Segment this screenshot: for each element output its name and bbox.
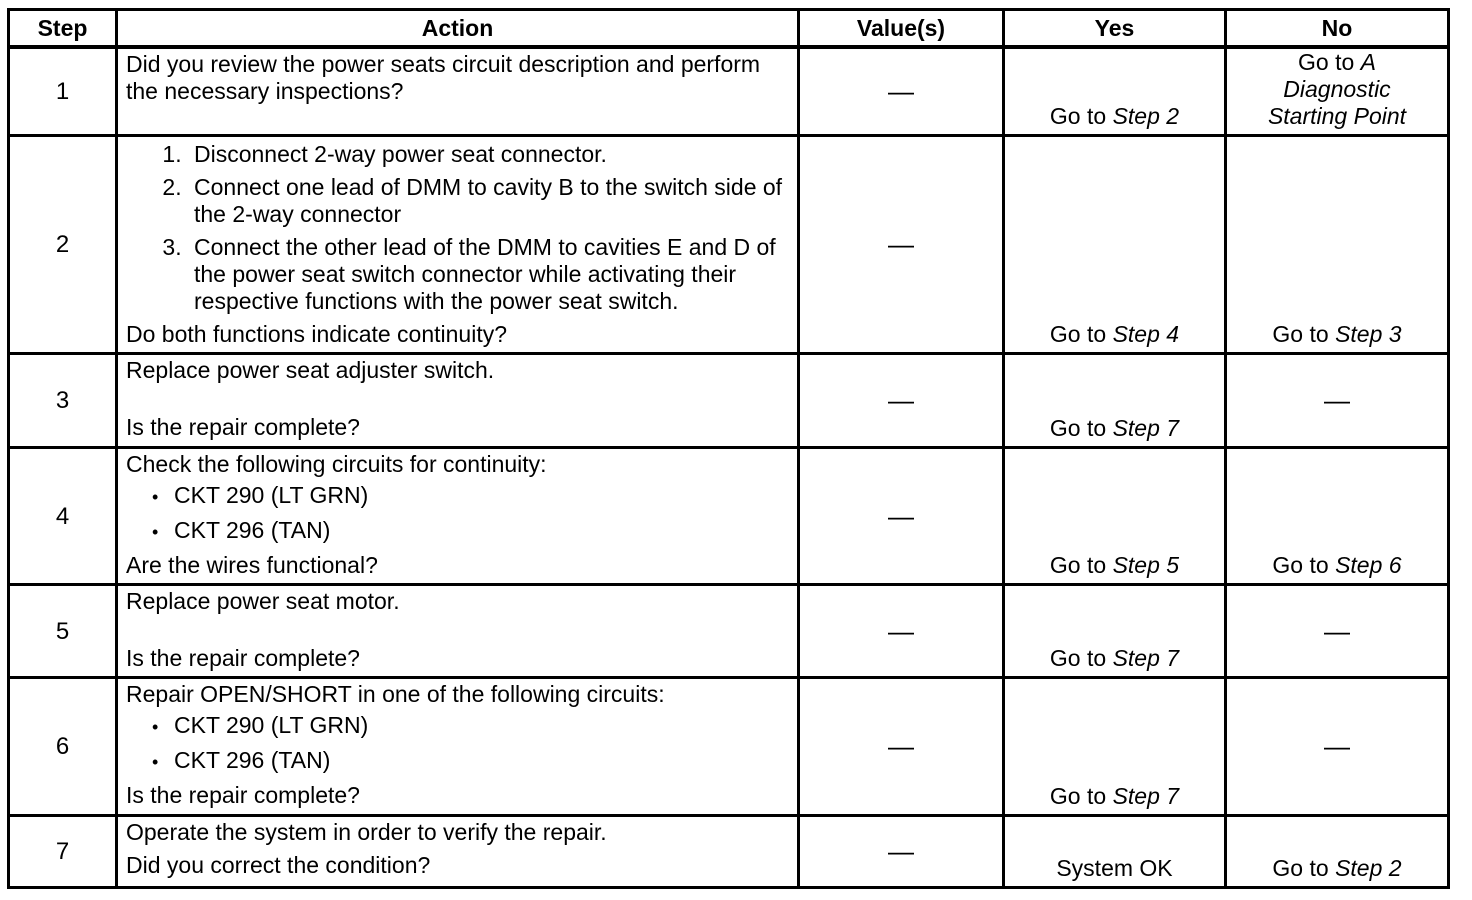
- yes-step-ref: Step 5: [1112, 552, 1180, 578]
- header-no: No: [1226, 10, 1449, 48]
- circuit-list: [126, 712, 789, 776]
- value-cell: —: [799, 678, 1004, 816]
- no-cell: —: [1226, 585, 1449, 678]
- value-cell: —: [799, 136, 1004, 354]
- step-number: 2: [9, 136, 117, 354]
- action-cell: [117, 47, 799, 136]
- yes-prefix: Go to: [1049, 103, 1113, 129]
- no-ref-line2: Diagnostic: [1283, 76, 1391, 102]
- no-prefix: Go to: [1298, 49, 1361, 75]
- no-cell: [1226, 816, 1449, 888]
- table-row: [9, 585, 1449, 678]
- action-instruction: Replace power seat adjuster switch.: [126, 357, 495, 383]
- circuit-item: • CKT 296 (TAN): [152, 747, 789, 776]
- header-row: [9, 10, 1449, 48]
- yes-prefix: Go to: [1049, 552, 1113, 578]
- step-number: 4: [9, 448, 117, 585]
- action-instruction: Repair OPEN/SHORT in one of the following circuits:: [126, 681, 665, 707]
- no-cell: —: [1226, 354, 1449, 448]
- no-prefix: Go to: [1272, 321, 1336, 347]
- yes-cell: [1004, 585, 1226, 678]
- value-cell: —: [799, 448, 1004, 585]
- step-number: 3: [9, 354, 117, 448]
- value-cell: —: [799, 816, 1004, 888]
- spacer: [126, 615, 789, 645]
- action-instruction: Check the following circuits for continuity:: [126, 451, 547, 477]
- table-row: [9, 136, 1449, 354]
- yes-step-ref: Step 7: [1112, 645, 1180, 671]
- step-number: 6: [9, 678, 117, 816]
- header-action: Action: [117, 10, 799, 48]
- yes-text: System OK: [1056, 855, 1173, 881]
- no-ref-line3: Starting Point: [1267, 103, 1407, 129]
- yes-cell: [1004, 136, 1226, 354]
- circuit-item: • CKT 296 (TAN): [152, 517, 789, 546]
- action-cell: [117, 678, 799, 816]
- table-row: [9, 47, 1449, 136]
- header-values: Value(s): [799, 10, 1004, 48]
- header-step: Step: [9, 10, 117, 48]
- yes-prefix: Go to: [1049, 645, 1113, 671]
- no-step-ref: Step 2: [1335, 855, 1402, 881]
- procedure-list: [126, 141, 789, 315]
- yes-step-ref: Step 2: [1112, 103, 1180, 129]
- no-ref-line1: A: [1360, 49, 1376, 75]
- yes-cell: [1004, 448, 1226, 585]
- action-question: Do both functions indicate continuity?: [126, 321, 508, 347]
- value-cell: —: [799, 47, 1004, 136]
- yes-cell: [1004, 47, 1226, 136]
- diagnostic-table: [7, 8, 1450, 889]
- action-cell: [117, 354, 799, 448]
- no-prefix: Go to: [1272, 855, 1336, 881]
- circuit-item: • CKT 290 (LT GRN): [152, 712, 789, 741]
- procedure-step: 1. Disconnect 2-way power seat connector.: [188, 141, 789, 168]
- table-row: [9, 816, 1449, 888]
- value-cell: —: [799, 354, 1004, 448]
- yes-cell: [1004, 816, 1226, 888]
- procedure-step: 3. Connect the other lead of the DMM to cavities E and D of the power seat switch connector while activating their respective functions with the power seat switch.: [188, 234, 789, 315]
- yes-step-ref: Step 7: [1112, 783, 1180, 809]
- action-instruction: Operate the system in order to verify the repair.: [126, 819, 607, 845]
- action-question: Did you review the power seats circuit description and perform the necessary inspections?: [126, 51, 761, 104]
- yes-prefix: Go to: [1049, 415, 1113, 441]
- no-cell: [1226, 448, 1449, 585]
- table-row: [9, 448, 1449, 585]
- yes-cell: [1004, 354, 1226, 448]
- yes-step-ref: Step 7: [1112, 415, 1180, 441]
- action-question: Is the repair complete?: [126, 645, 360, 671]
- no-cell: —: [1226, 678, 1449, 816]
- action-cell: [117, 448, 799, 585]
- action-cell: [117, 816, 799, 888]
- no-cell: [1226, 136, 1449, 354]
- step-number: 7: [9, 816, 117, 888]
- action-cell: [117, 136, 799, 354]
- table-row: [9, 678, 1449, 816]
- header-yes: Yes: [1004, 10, 1226, 48]
- no-step-ref: Step 3: [1335, 321, 1402, 347]
- no-step-ref: Step 6: [1335, 552, 1402, 578]
- action-question: Is the repair complete?: [126, 414, 360, 440]
- diagnostic-table-page: [7, 8, 1447, 884]
- no-line1: [1227, 49, 1447, 76]
- yes-cell: [1004, 678, 1226, 816]
- step-number: 1: [9, 47, 117, 136]
- procedure-step: 2. Connect one lead of DMM to cavity B to the switch side of the 2-way connector: [188, 174, 789, 228]
- no-cell: [1226, 47, 1449, 136]
- action-question: Did you correct the condition?: [126, 852, 431, 878]
- action-question: Are the wires functional?: [126, 552, 378, 578]
- yes-prefix: Go to: [1049, 783, 1113, 809]
- action-question: Is the repair complete?: [126, 782, 360, 808]
- circuit-item: • CKT 290 (LT GRN): [152, 482, 789, 511]
- table-row: [9, 354, 1449, 448]
- no-prefix: Go to: [1272, 552, 1336, 578]
- step-number: 5: [9, 585, 117, 678]
- value-cell: —: [799, 585, 1004, 678]
- action-instruction: Replace power seat motor.: [126, 588, 400, 614]
- action-cell: [117, 585, 799, 678]
- spacer: [126, 384, 789, 414]
- yes-prefix: Go to: [1049, 321, 1113, 347]
- circuit-list: [126, 482, 789, 546]
- yes-step-ref: Step 4: [1112, 321, 1180, 347]
